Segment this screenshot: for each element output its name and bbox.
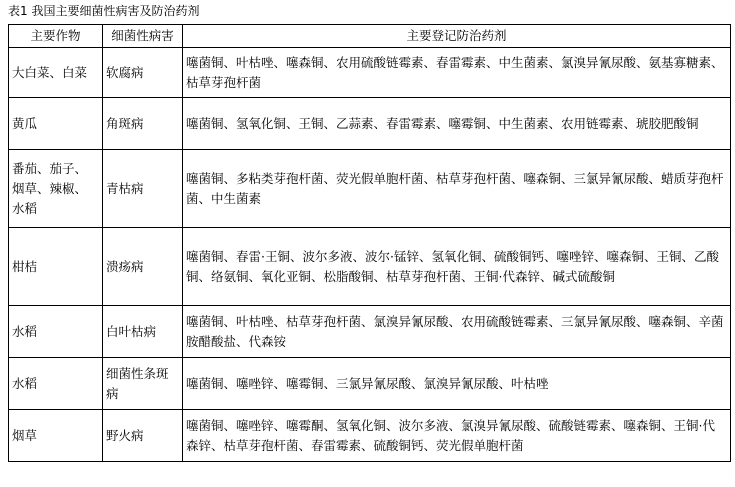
crop-cell: 黄瓜	[9, 98, 103, 150]
table-row	[9, 150, 731, 228]
disease-cell: 溃疡病	[103, 228, 183, 306]
pesticides-cell: 噻菌铜、春雷·王铜、波尔多液、波尔·锰锌、氢氧化铜、硫酸铜钙、噻唑锌、噻森铜、王铜、乙酸铜、络氨铜、氧化亚铜、松脂酸铜、枯草芽孢杆菌、王铜·代森锌、碱式硫酸铜	[183, 228, 731, 306]
crop-cell: 大白菜、白菜	[9, 48, 103, 98]
header-crop: 主要作物	[9, 25, 103, 48]
pesticides-cell: 噻菌铜、噻唑锌、噻霉酮、氢氧化铜、波尔多液、氯溴异氰尿酸、硫酸链霉素、噻森铜、王铜·代森锌、枯草芽孢杆菌、春雷霉素、硫酸铜钙、荧光假单胞杆菌	[183, 410, 731, 462]
pesticides-cell: 噻菌铜、氢氧化铜、王铜、乙蒜素、春雷霉素、噻霉铜、中生菌素、农用链霉素、琥胶肥酸铜	[183, 98, 731, 150]
pesticides-cell: 噻菌铜、叶枯唑、枯草芽孢杆菌、氯溴异氰尿酸、农用硫酸链霉素、三氯异氰尿酸、噻森铜、辛菌胺醋酸盐、代森铵	[183, 306, 731, 358]
crop-cell: 水稻	[9, 306, 103, 358]
table-row	[9, 48, 731, 98]
disease-cell: 白叶枯病	[103, 306, 183, 358]
table-row	[9, 228, 731, 306]
pesticides-cell: 噻菌铜、叶枯唑、噻森铜、农用硫酸链霉素、春雷霉素、中生菌素、氯溴异氰尿酸、氨基寡糖素、枯草芽孢杆菌	[183, 48, 731, 98]
crop-cell: 柑桔	[9, 228, 103, 306]
table-header-row	[9, 25, 731, 48]
crop-cell: 番茄、茄子、烟草、辣椒、水稻	[9, 150, 103, 228]
disease-cell: 青枯病	[103, 150, 183, 228]
table-row	[9, 306, 731, 358]
disease-cell: 野火病	[103, 410, 183, 462]
pesticides-cell: 噻菌铜、多粘类芽孢杆菌、荧光假单胞杆菌、枯草芽孢杆菌、噻森铜、三氯异氰尿酸、蜡质芽孢杆菌、中生菌素	[183, 150, 731, 228]
table-caption: 表1 我国主要细菌性病害及防治药剂	[8, 4, 200, 18]
crop-cell: 烟草	[9, 410, 103, 462]
table-row	[9, 410, 731, 462]
disease-cell: 软腐病	[103, 48, 183, 98]
header-disease: 细菌性病害	[103, 25, 183, 48]
disease-cell: 细菌性条斑病	[103, 358, 183, 410]
header-pesticides: 主要登记防治药剂	[183, 25, 731, 48]
table-row	[9, 358, 731, 410]
bacterial-disease-table	[8, 24, 731, 462]
disease-cell: 角斑病	[103, 98, 183, 150]
table-row	[9, 98, 731, 150]
pesticides-cell: 噻菌铜、噻唑锌、噻霉铜、三氯异氰尿酸、氯溴异氰尿酸、叶枯唑	[183, 358, 731, 410]
crop-cell: 水稻	[9, 358, 103, 410]
